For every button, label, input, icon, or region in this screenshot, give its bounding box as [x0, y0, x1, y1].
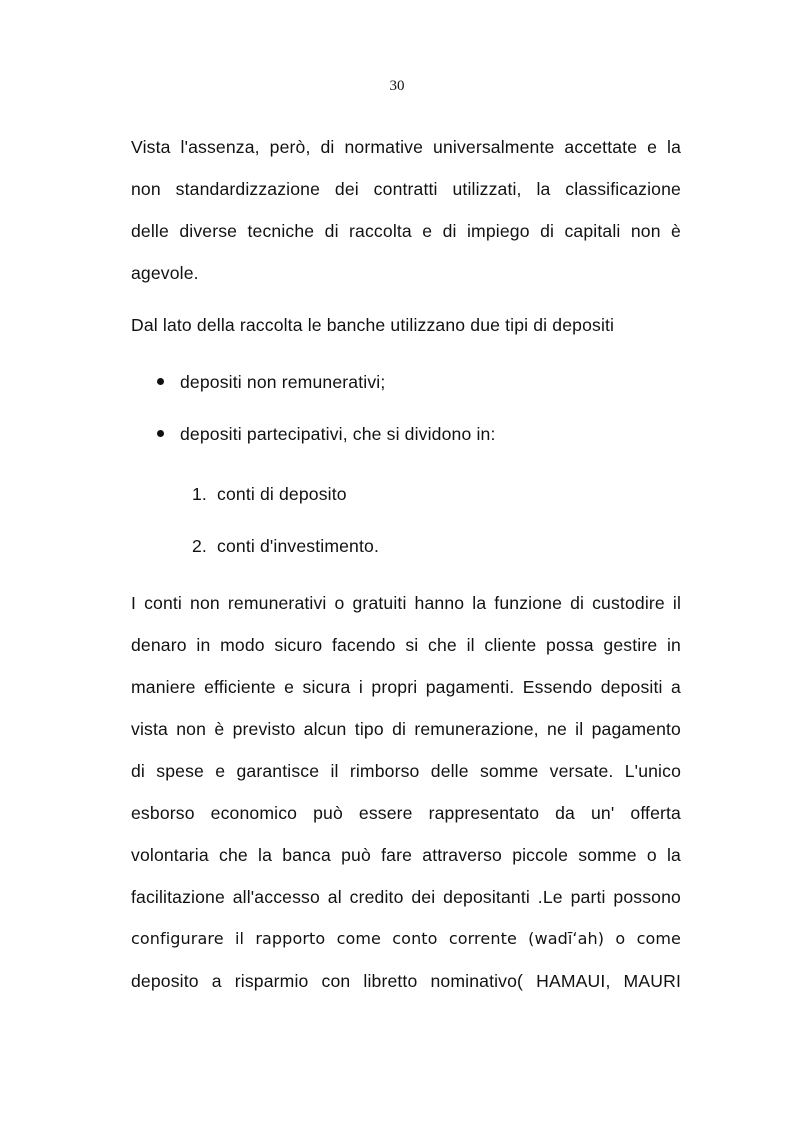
- list-item: [131, 408, 681, 460]
- paragraph-line: di spese e garantisce il rimborso delle somme versate. L'unico: [131, 761, 681, 781]
- paragraph-line: configurare il rapporto come conto corrente (wadīʻah) o come: [131, 929, 681, 948]
- paragraph-line: esborso economico può essere rappresentato da un' offerta: [131, 803, 681, 823]
- list-item-text: depositi partecipativi, che si dividono in:: [180, 424, 496, 444]
- paragraph-line: Vista l'assenza, però, di normative universalmente accettate e la: [131, 137, 681, 157]
- list-item: [131, 356, 681, 408]
- paragraph-line: volontaria che la banca può fare attraverso piccole somme o la: [131, 845, 681, 865]
- paragraph-line: deposito a risparmio con libretto nominativo( HAMAUI, MAURI: [131, 971, 681, 991]
- deposit-types-list: [131, 356, 681, 460]
- bullet-icon: [157, 378, 164, 385]
- page-body: [131, 126, 681, 1012]
- numbered-item: [131, 468, 681, 520]
- paragraph-line: non standardizzazione dei contratti utilizzati, la classificazione: [131, 179, 681, 199]
- bullet-icon: [157, 430, 164, 437]
- numbered-item: [131, 520, 681, 572]
- list-number: 2.: [192, 536, 207, 556]
- paragraph-line: delle diverse tecniche di raccolta e di impiego di capitali non è: [131, 221, 681, 241]
- paragraph-line: vista non è previsto alcun tipo di remunerazione, ne il pagamento: [131, 719, 681, 739]
- list-item-text: depositi non remunerativi;: [180, 372, 386, 392]
- paragraph-line: facilitazione all'accesso al credito dei depositanti .Le parti possono: [131, 887, 681, 907]
- paragraph-non-remunerative: [131, 582, 681, 1002]
- numbered-item-text: conti d'investimento.: [217, 536, 380, 556]
- paragraph-classification: [131, 126, 681, 294]
- numbered-item-text: conti di deposito: [217, 484, 347, 504]
- list-number: 1.: [192, 484, 207, 504]
- participative-deposits-list: [131, 468, 681, 572]
- deposit-types-intro: Dal lato della raccolta le banche utilizzano due tipi di depositi: [131, 315, 615, 335]
- paragraph-line: agevole.: [131, 263, 199, 283]
- paragraph-line: denaro in modo sicuro facendo si che il cliente possa gestire in: [131, 635, 681, 655]
- paragraph-line: I conti non remunerativi o gratuiti hanno la funzione di custodire il: [131, 593, 681, 613]
- paragraph-line: maniere efficiente e sicura i propri pagamenti. Essendo depositi a: [131, 677, 681, 697]
- page-number: 30: [389, 78, 405, 94]
